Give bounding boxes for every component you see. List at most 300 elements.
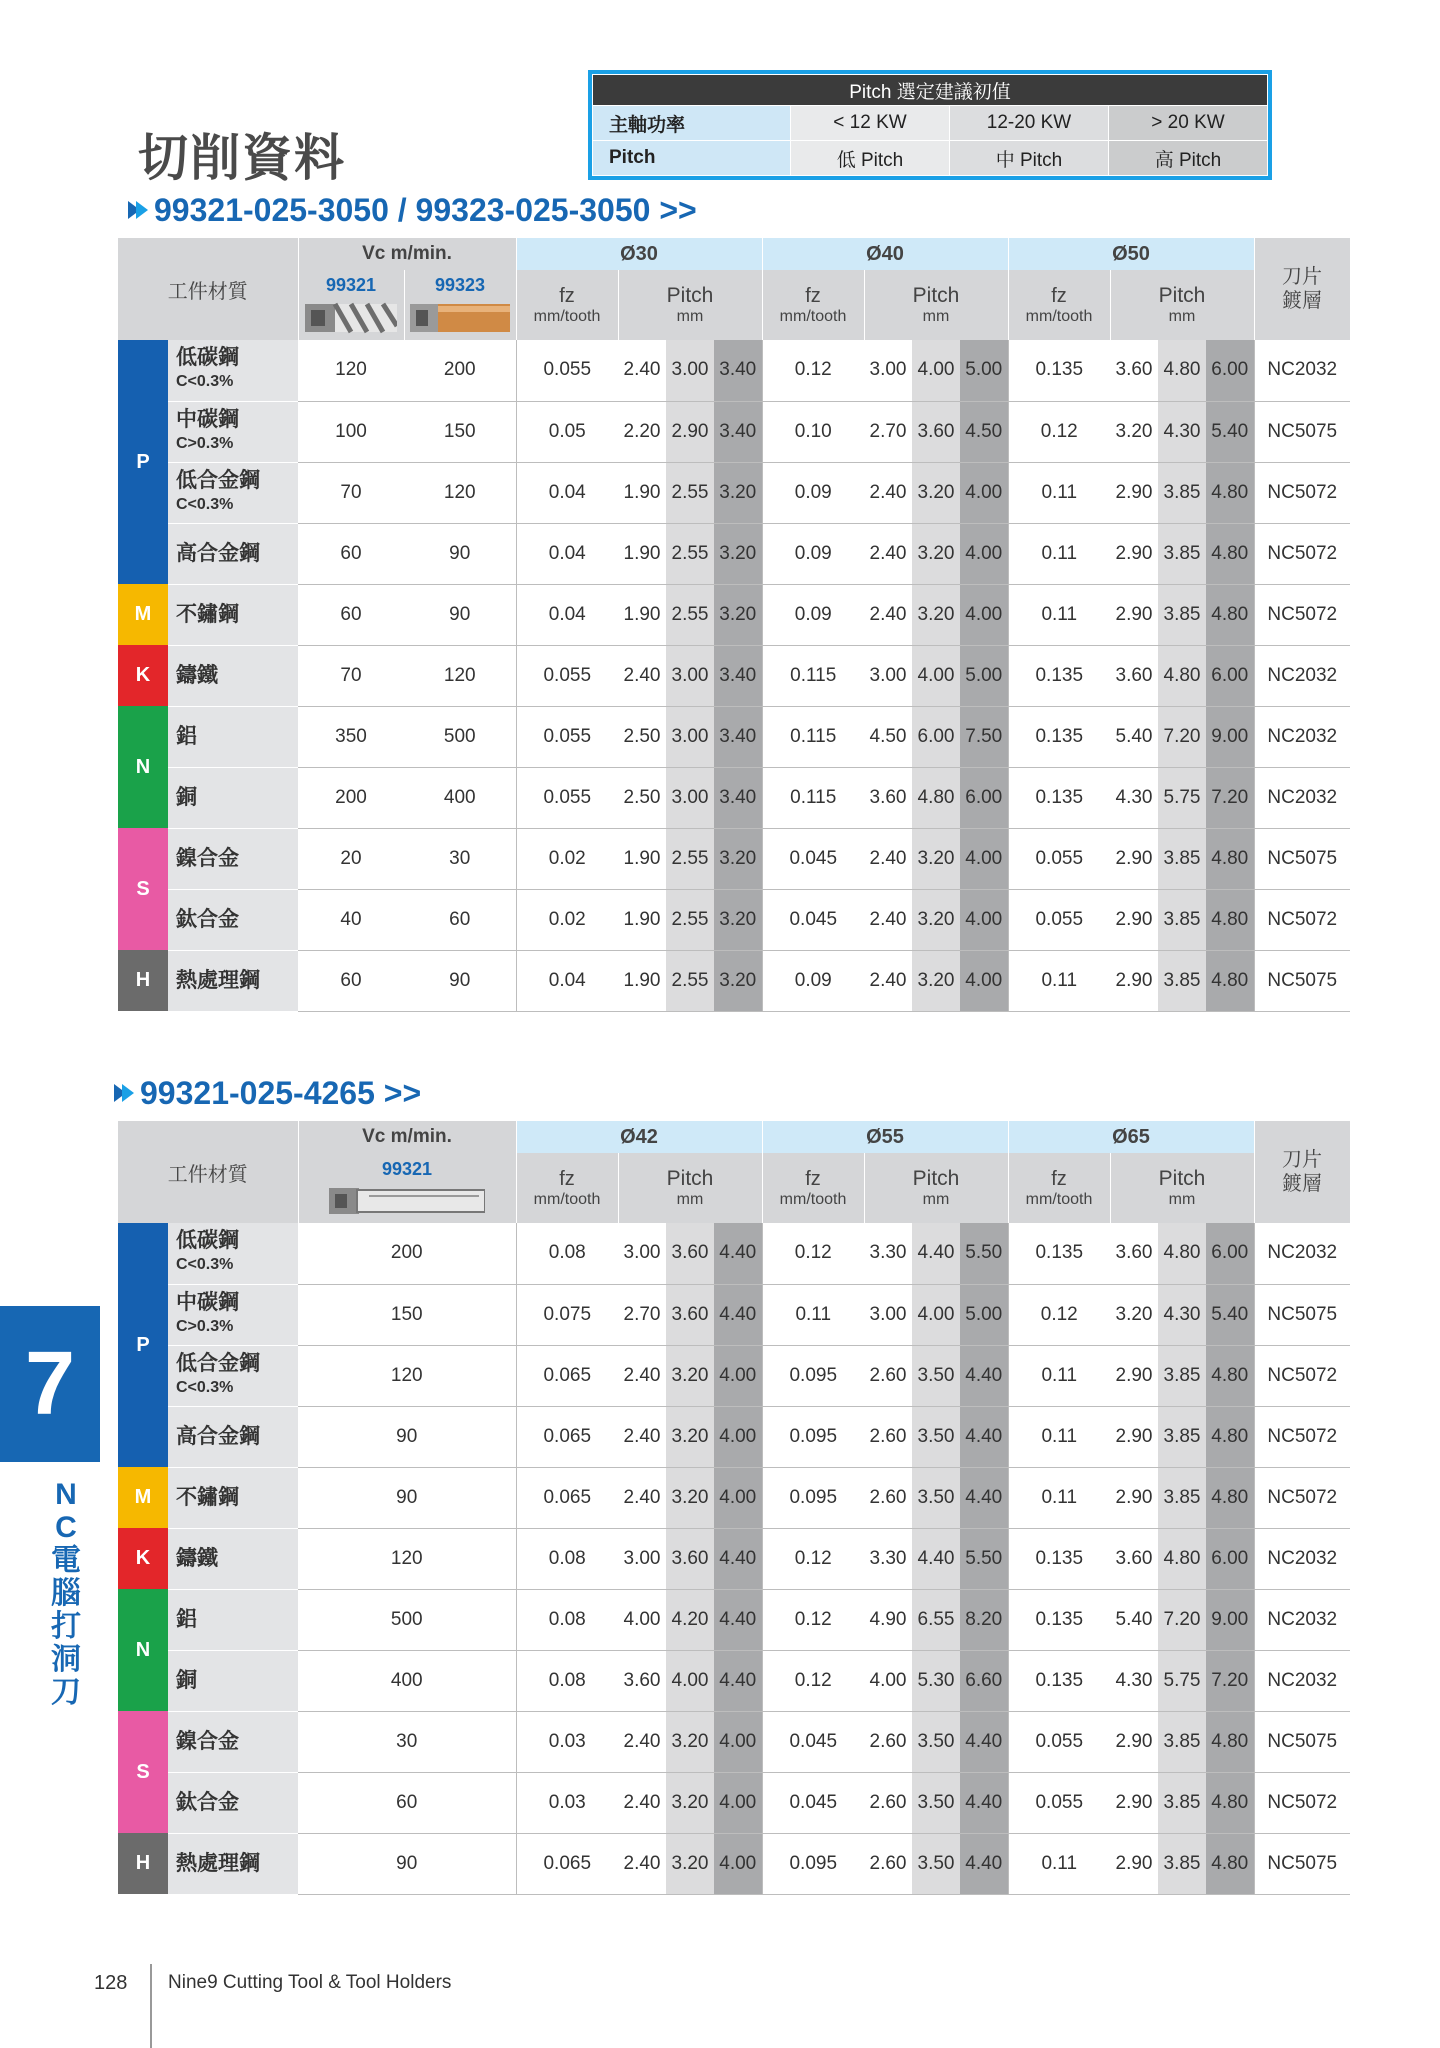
- material-name-cell: [168, 1284, 298, 1345]
- fz-value: 0.03: [516, 1711, 618, 1772]
- fz-value: 0.135: [1008, 1223, 1110, 1284]
- coating-value: NC2032: [1254, 1528, 1350, 1589]
- chapter-label-char: 打: [51, 1610, 81, 1643]
- pitch-high-value: 4.00: [714, 1711, 762, 1772]
- pitch-mid-value: 3.20: [666, 1833, 714, 1894]
- pitch-high-value: 5.00: [960, 340, 1008, 401]
- vc-value: 90: [404, 950, 516, 1011]
- fz-value: 0.055: [516, 340, 618, 401]
- fz-value: 0.065: [516, 1406, 618, 1467]
- pitch-unit: mm: [922, 308, 950, 325]
- pitch-guide-box: [588, 70, 1272, 180]
- fz-value: 0.135: [1008, 340, 1110, 401]
- pitch-low-value: 3.20: [1110, 1284, 1158, 1345]
- pitch-label: Pitch: [912, 1167, 960, 1190]
- material-name-cell: [168, 340, 298, 401]
- vc-value: 500: [298, 1589, 516, 1650]
- fz-value: 0.045: [762, 889, 864, 950]
- coating-value: NC5075: [1254, 401, 1350, 462]
- fz-value: 0.11: [1008, 1833, 1110, 1894]
- coating-value: NC2032: [1254, 1650, 1350, 1711]
- diameter-header: Ø30: [516, 238, 762, 270]
- fz-value: 0.11: [1008, 1345, 1110, 1406]
- material-group-s: S: [118, 828, 168, 950]
- pitch-header: [1110, 1153, 1254, 1223]
- fz-unit: mm/tooth: [1025, 1190, 1093, 1208]
- pitch-mid-value: 3.85: [1158, 828, 1206, 889]
- section1-code-b: 99323-025-3050: [415, 192, 651, 228]
- fz-label: fz: [805, 1167, 821, 1190]
- pitch-high-value: 3.40: [714, 401, 762, 462]
- pitch-low-value: 1.90: [618, 889, 666, 950]
- pitch-unit: mm: [1168, 1191, 1196, 1208]
- fz-value: 0.02: [516, 828, 618, 889]
- power-low: < 12 KW: [791, 106, 950, 141]
- coating-value: NC5072: [1254, 1406, 1350, 1467]
- table-row: [118, 1833, 1350, 1894]
- chapter-label-char: 洞: [51, 1643, 81, 1676]
- coating-value: NC5072: [1254, 1467, 1350, 1528]
- pitch-mid-value: 3.20: [666, 1772, 714, 1833]
- material-name: 低合金鋼: [176, 1351, 260, 1375]
- pitch-low-value: 4.30: [1110, 1650, 1158, 1711]
- vc-value: 40: [298, 889, 404, 950]
- pitch-low-value: 4.00: [864, 1650, 912, 1711]
- pitch-mid-value: 5.30: [912, 1650, 960, 1711]
- material-name-cell: [168, 1650, 298, 1711]
- pitch-mid-value: 3.85: [1158, 1406, 1206, 1467]
- coating-value: NC2032: [1254, 1223, 1350, 1284]
- table-row: [118, 401, 1350, 462]
- pitch-mid-value: 3.20: [666, 1406, 714, 1467]
- pitch-high-value: 4.50: [960, 401, 1008, 462]
- table-row: [118, 1467, 1350, 1528]
- pitch-high-value: 4.80: [1206, 1711, 1254, 1772]
- material-name-cell: [168, 828, 298, 889]
- fz-header: [762, 270, 864, 340]
- pitch-low-value: 2.90: [1110, 1406, 1158, 1467]
- fz-value: 0.08: [516, 1650, 618, 1711]
- pitch-header: [1110, 270, 1254, 340]
- fz-value: 0.045: [762, 1772, 864, 1833]
- fz-value: 0.065: [516, 1833, 618, 1894]
- pitch-high-value: 3.20: [714, 523, 762, 584]
- pitch-high-value: 4.00: [714, 1467, 762, 1528]
- pitch-mid-value: 3.85: [1158, 584, 1206, 645]
- material-carbon: C>0.3%: [176, 1317, 234, 1335]
- material-name-cell: [168, 401, 298, 462]
- material-name-cell: [168, 1772, 298, 1833]
- vc-value: 350: [298, 706, 404, 767]
- pitch-high-value: 4.40: [960, 1345, 1008, 1406]
- fz-value: 0.11: [1008, 584, 1110, 645]
- pitch-header: [618, 1153, 762, 1223]
- fz-value: 0.115: [762, 645, 864, 706]
- table-row: [118, 1650, 1350, 1711]
- vc-value: 70: [298, 645, 404, 706]
- vc-value: 120: [404, 462, 516, 523]
- pitch-low-value: 2.40: [618, 1711, 666, 1772]
- chapter-label-char: N: [55, 1478, 77, 1511]
- section1-sep: /: [388, 192, 416, 228]
- material-name-cell: [168, 1711, 298, 1772]
- pitch-high-value: 6.00: [1206, 645, 1254, 706]
- pitch-mid-value: 3.20: [912, 462, 960, 523]
- cutting-data-table-2: [118, 1121, 1351, 1895]
- pitch-low-value: 1.90: [618, 462, 666, 523]
- pitch-mid-value: 3.20: [666, 1345, 714, 1406]
- pitch-high-value: 4.00: [714, 1772, 762, 1833]
- pitch-low-value: 2.90: [1110, 1711, 1158, 1772]
- fz-value: 0.115: [762, 706, 864, 767]
- pitch-low-value: 5.40: [1110, 706, 1158, 767]
- coating-value: NC2032: [1254, 767, 1350, 828]
- vc-value: 60: [298, 950, 404, 1011]
- vc-value: 60: [298, 523, 404, 584]
- pitch-mid-value: 3.50: [912, 1467, 960, 1528]
- pitch-unit: mm: [676, 308, 704, 325]
- pitch-mid-value: 3.60: [666, 1284, 714, 1345]
- pitch-low-value: 2.50: [618, 706, 666, 767]
- material-carbon: C<0.3%: [176, 1378, 234, 1396]
- pitch-mid-value: 3.20: [912, 828, 960, 889]
- pitch-low-value: 2.90: [1110, 523, 1158, 584]
- fz-value: 0.04: [516, 950, 618, 1011]
- pitch-mid-value: 2.90: [666, 401, 714, 462]
- material-header: 工件材質: [118, 238, 298, 340]
- pitch-mid-value: 3.20: [912, 950, 960, 1011]
- vc-value: 400: [404, 767, 516, 828]
- pitch-high-value: 3.20: [714, 584, 762, 645]
- pitch-high-value: 4.40: [960, 1833, 1008, 1894]
- fz-value: 0.12: [762, 1650, 864, 1711]
- fz-value: 0.08: [516, 1223, 618, 1284]
- material-carbon: C<0.3%: [176, 1256, 234, 1274]
- cutting-data-table-1: [118, 238, 1351, 1012]
- pitch-high-value: 3.40: [714, 645, 762, 706]
- vc-value: 90: [298, 1467, 516, 1528]
- pitch-high-value: 4.40: [960, 1406, 1008, 1467]
- vc-value: 90: [298, 1406, 516, 1467]
- material-name: 銅: [176, 1668, 197, 1692]
- pitch-mid-value: 3.85: [1158, 1345, 1206, 1406]
- pitch-mid-value: 7.20: [1158, 1589, 1206, 1650]
- material-name-cell: [168, 706, 298, 767]
- fz-label: fz: [1051, 1167, 1067, 1190]
- pitch-low-value: 4.00: [618, 1589, 666, 1650]
- fz-unit: mm/tooth: [1025, 307, 1093, 325]
- pitch-mid-value: 4.80: [1158, 1223, 1206, 1284]
- material-name: 不鏽鋼: [176, 1485, 239, 1509]
- arrow-icon: [122, 1084, 134, 1102]
- material-name: 低合金鋼: [176, 468, 260, 492]
- table-row: [118, 584, 1350, 645]
- end-mill-icon: [329, 1184, 485, 1218]
- fz-value: 0.05: [516, 401, 618, 462]
- table-row: [118, 1223, 1350, 1284]
- pitch-mid-value: 3.85: [1158, 950, 1206, 1011]
- material-name: 中碳鋼: [176, 407, 239, 431]
- pitch-high-value: 4.40: [714, 1528, 762, 1589]
- pitch-low-value: 2.40: [618, 340, 666, 401]
- material-group-h: H: [118, 1833, 168, 1894]
- table-row: [118, 950, 1350, 1011]
- pitch-low-value: 2.40: [864, 828, 912, 889]
- pitch-low-value: 3.60: [1110, 1528, 1158, 1589]
- material-name-cell: [168, 1467, 298, 1528]
- material-group-p: P: [118, 1223, 168, 1467]
- pitch-low-value: 2.40: [618, 1772, 666, 1833]
- vc-value: 30: [298, 1711, 516, 1772]
- pitch-low-value: 3.00: [864, 340, 912, 401]
- pitch-high-value: 4.40: [960, 1467, 1008, 1528]
- material-name: 鑄鐵: [176, 1546, 218, 1570]
- pitch-mid-value: 4.00: [666, 1650, 714, 1711]
- tool-code: 99321: [325, 274, 377, 295]
- section2-title: [114, 1075, 421, 1112]
- table-row: [118, 1711, 1350, 1772]
- fz-value: 0.115: [762, 767, 864, 828]
- pitch-low-value: 4.30: [1110, 767, 1158, 828]
- end-mill-icon: [410, 300, 510, 336]
- power-high: > 20 KW: [1109, 106, 1268, 141]
- fz-value: 0.11: [1008, 950, 1110, 1011]
- material-name: 低碳鋼: [176, 346, 239, 370]
- pitch-label: Pitch: [666, 284, 714, 307]
- pitch-low-value: 3.60: [1110, 645, 1158, 706]
- fz-value: 0.08: [516, 1589, 618, 1650]
- pitch-high-value: 3.20: [714, 462, 762, 523]
- fz-label: fz: [559, 1167, 575, 1190]
- material-name-cell: [168, 1528, 298, 1589]
- pitch-mid-value: 4.20: [666, 1589, 714, 1650]
- pitch-high-value: 9.00: [1206, 1589, 1254, 1650]
- pitch-mid-value: 3.00: [666, 706, 714, 767]
- pitch-mid-value: 5.75: [1158, 767, 1206, 828]
- pitch-low-value: 2.90: [1110, 1833, 1158, 1894]
- pitch-high-value: 6.00: [1206, 340, 1254, 401]
- pitch-low-value: 1.90: [618, 950, 666, 1011]
- pitch-mid-value: 3.85: [1158, 1711, 1206, 1772]
- pitch-low-value: 3.30: [864, 1223, 912, 1284]
- coating-value: NC2032: [1254, 645, 1350, 706]
- pitch-low-value: 2.60: [864, 1833, 912, 1894]
- pitch-high-value: 5.00: [960, 645, 1008, 706]
- chapter-label-char: 電: [51, 1544, 81, 1577]
- fz-label: fz: [559, 284, 575, 307]
- pitch-mid-value: 3.00: [666, 767, 714, 828]
- pitch-mid-value: 3.20: [666, 1711, 714, 1772]
- material-carbon: C<0.3%: [176, 495, 234, 513]
- pitch-high-value: 4.80: [1206, 1772, 1254, 1833]
- fz-label: fz: [1051, 284, 1067, 307]
- pitch-low-value: 2.40: [618, 1833, 666, 1894]
- fz-header: [1008, 270, 1110, 340]
- vc-value: 200: [298, 767, 404, 828]
- pitch-unit: mm: [922, 1191, 950, 1208]
- pitch-mid-value: 4.00: [912, 1284, 960, 1345]
- pitch-header: [864, 270, 1008, 340]
- fz-value: 0.12: [1008, 401, 1110, 462]
- pitch-low-value: 3.20: [1110, 401, 1158, 462]
- pitch-high-value: 4.80: [1206, 1467, 1254, 1528]
- fz-value: 0.12: [762, 1223, 864, 1284]
- fz-value: 0.075: [516, 1284, 618, 1345]
- pitch-high-value: 4.00: [960, 523, 1008, 584]
- fz-value: 0.11: [1008, 523, 1110, 584]
- pitch-high-value: 7.50: [960, 706, 1008, 767]
- pitch-high-value: 4.00: [960, 889, 1008, 950]
- pitch-high-value: 4.40: [960, 1711, 1008, 1772]
- pitch-label: Pitch: [666, 1167, 714, 1190]
- fz-unit: mm/tooth: [533, 1190, 601, 1208]
- pitch-mid-value: 3.50: [912, 1345, 960, 1406]
- fz-label: fz: [805, 284, 821, 307]
- pitch-low-value: 3.60: [618, 1650, 666, 1711]
- material-name: 低碳鋼: [176, 1229, 239, 1253]
- pitch-label: Pitch: [593, 141, 791, 176]
- pitch-low-value: 2.90: [1110, 462, 1158, 523]
- vc-value: 100: [298, 401, 404, 462]
- end-mill-icon: [305, 300, 397, 336]
- table-row: [118, 462, 1350, 523]
- pitch-mid-value: 4.40: [912, 1528, 960, 1589]
- fz-value: 0.11: [1008, 1467, 1110, 1528]
- material-header: 工件材質: [118, 1121, 298, 1223]
- pitch-low-value: 4.50: [864, 706, 912, 767]
- coating-header: 刀片 鍍層: [1254, 238, 1350, 340]
- pitch-low-value: 3.00: [864, 1284, 912, 1345]
- table-row: [118, 828, 1350, 889]
- pitch-mid-value: 3.20: [912, 523, 960, 584]
- fz-value: 0.065: [516, 1345, 618, 1406]
- material-group-m: M: [118, 584, 168, 645]
- fz-value: 0.045: [762, 1711, 864, 1772]
- pitch-guide-table: [592, 74, 1268, 176]
- pitch-mid-value: 2.55: [666, 889, 714, 950]
- pitch-low-value: 2.90: [1110, 1467, 1158, 1528]
- coating-value: NC2032: [1254, 340, 1350, 401]
- fz-header: [762, 1153, 864, 1223]
- pitch-high-value: 4.40: [714, 1284, 762, 1345]
- pitch-low-value: 2.40: [864, 889, 912, 950]
- vc-value: 150: [404, 401, 516, 462]
- material-name: 中碳鋼: [176, 1290, 239, 1314]
- pitch-mid-value: 2.55: [666, 584, 714, 645]
- pitch-mid-value: 4.80: [1158, 340, 1206, 401]
- material-name: 鈦合金: [176, 907, 239, 931]
- material-name-cell: [168, 1223, 298, 1284]
- coating-value: NC5072: [1254, 523, 1350, 584]
- pitch-high: 高 Pitch: [1109, 141, 1268, 176]
- pitch-low-value: 4.90: [864, 1589, 912, 1650]
- pitch-mid-value: 4.00: [912, 340, 960, 401]
- tool-column-99321: [298, 1153, 516, 1223]
- pitch-high-value: 4.40: [960, 1772, 1008, 1833]
- fz-unit: mm/tooth: [533, 307, 601, 325]
- chapter-label-char: 刀: [51, 1676, 81, 1709]
- chapter-tab: 7: [0, 1306, 100, 1462]
- vc-value: 70: [298, 462, 404, 523]
- pitch-low-value: 2.60: [864, 1711, 912, 1772]
- pitch-high-value: 4.80: [1206, 828, 1254, 889]
- material-name: 鈦合金: [176, 1790, 239, 1814]
- pitch-low-value: 2.70: [864, 401, 912, 462]
- pitch-high-value: 4.80: [1206, 1406, 1254, 1467]
- material-name: 不鏽鋼: [176, 602, 239, 626]
- material-name: 鎳合金: [176, 1729, 239, 1753]
- pitch-mid-value: 4.00: [912, 645, 960, 706]
- fz-value: 0.04: [516, 584, 618, 645]
- pitch-high-value: 4.00: [714, 1345, 762, 1406]
- material-name-cell: [168, 1833, 298, 1894]
- pitch-mid-value: 3.85: [1158, 1467, 1206, 1528]
- pitch-mid-value: 3.00: [666, 340, 714, 401]
- vc-value: 200: [298, 1223, 516, 1284]
- pitch-header: [864, 1153, 1008, 1223]
- material-group-n: N: [118, 706, 168, 828]
- arrow-icon: [136, 201, 148, 219]
- pitch-guide-title: Pitch 選定建議初值: [593, 75, 1268, 106]
- fz-value: 0.095: [762, 1406, 864, 1467]
- pitch-high-value: 5.40: [1206, 401, 1254, 462]
- material-name: 鋁: [176, 724, 197, 748]
- table-row: [118, 1772, 1350, 1833]
- pitch-low-value: 2.90: [1110, 584, 1158, 645]
- coating-value: NC2032: [1254, 706, 1350, 767]
- power-mid: 12-20 KW: [950, 106, 1109, 141]
- pitch-low-value: 3.60: [864, 767, 912, 828]
- material-group-h: H: [118, 950, 168, 1011]
- pitch-mid-value: 2.55: [666, 828, 714, 889]
- tool-code: 99323: [434, 274, 486, 295]
- material-name-cell: [168, 889, 298, 950]
- pitch-mid-value: 4.80: [1158, 645, 1206, 706]
- material-name: 高合金鋼: [176, 1424, 260, 1448]
- pitch-high-value: 4.00: [960, 950, 1008, 1011]
- fz-value: 0.055: [1008, 1772, 1110, 1833]
- table-row: [118, 889, 1350, 950]
- pitch-low-value: 5.40: [1110, 1589, 1158, 1650]
- fz-value: 0.04: [516, 462, 618, 523]
- pitch-high-value: 7.20: [1206, 767, 1254, 828]
- pitch-mid-value: 7.20: [1158, 706, 1206, 767]
- pitch-low-value: 2.40: [618, 645, 666, 706]
- vc-value: 30: [404, 828, 516, 889]
- pitch-low-value: 2.90: [1110, 950, 1158, 1011]
- pitch-mid-value: 3.50: [912, 1711, 960, 1772]
- table-row: [118, 1345, 1350, 1406]
- pitch-low-value: 3.30: [864, 1528, 912, 1589]
- pitch-high-value: 4.80: [1206, 1833, 1254, 1894]
- vc-value: 150: [298, 1284, 516, 1345]
- pitch-low-value: 2.70: [618, 1284, 666, 1345]
- pitch-low-value: 2.60: [864, 1772, 912, 1833]
- pitch-mid-value: 3.60: [666, 1528, 714, 1589]
- pitch-high-value: 4.80: [1206, 584, 1254, 645]
- diameter-header: Ø50: [1008, 238, 1254, 270]
- fz-header: [516, 1153, 618, 1223]
- pitch-low-value: 2.90: [1110, 1345, 1158, 1406]
- pitch-mid-value: 3.60: [666, 1223, 714, 1284]
- pitch-mid-value: 3.20: [666, 1467, 714, 1528]
- fz-value: 0.135: [1008, 1528, 1110, 1589]
- pitch-low-value: 2.40: [864, 523, 912, 584]
- fz-value: 0.055: [516, 645, 618, 706]
- pitch-low-value: 2.40: [864, 950, 912, 1011]
- pitch-label: Pitch: [1158, 1167, 1206, 1190]
- vc-value: 60: [298, 1772, 516, 1833]
